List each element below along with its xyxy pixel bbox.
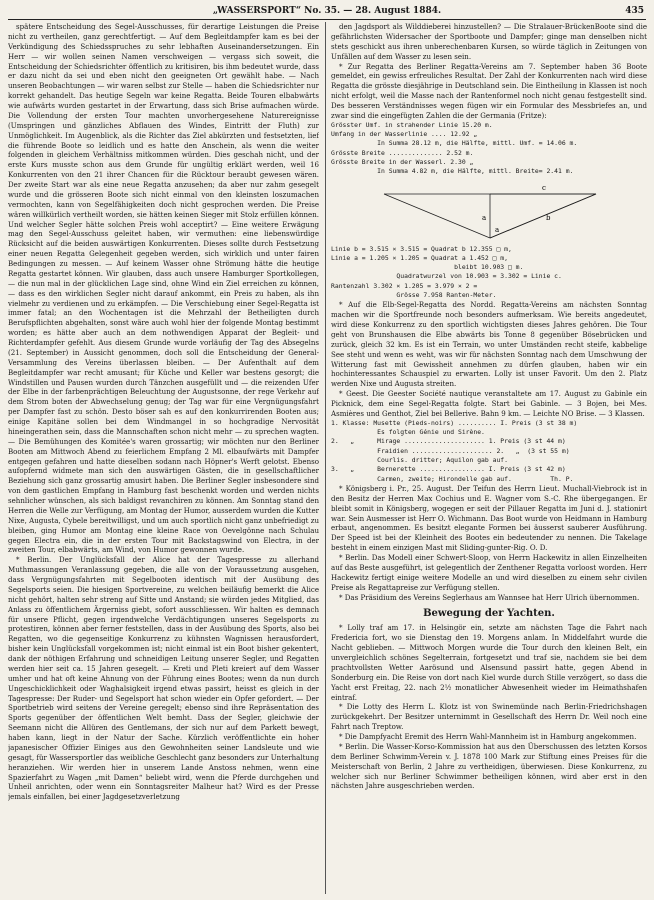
calc-line: Linie a = 1.205 × 1.205 = Quadrat a 1.452 □ m, [331, 253, 508, 262]
korso-paragraph: * Berlin. Die Wasser-Korso-Kommission hat aus den Überschussen des letzten Korsos dem Berliner Schwimm-Verein v. J. 1878 100 Mark zur Stiftung eines Preises für die Meisterschaft von Berlin, 2 Jahre zu vertheidigen, überwiesen. Diese Konkurrenz, zu welcher sich nur Berliner Schwimmer betheiligen können, wird aber erst in den nächsten Jahre ausgeschrieben werden. [331, 741, 647, 791]
column-divider [325, 22, 326, 894]
diagram-line [490, 194, 596, 238]
section-heading-yachts: Bewegung der Yachten. [423, 608, 555, 620]
class-result-line: Courlis. dritter; Aquilon gab auf. [331, 456, 508, 464]
geest-paragraph: * Geest. Die Geester Société nautique veranstaltete am 17. August zu Gabinle ein Picknick, dem eine Segel-Regatta folgte. Start bei Gabinle. — 3 Bojen, bei Mes. Asmières und Genthot, Ziel bei Bellerive. Bahn 9 km. — Leichte NO Brise. — 3 Klassen. [331, 389, 647, 418]
regatta-report-paragraph: spätere Entscheidung des Segel-Ausschusses, für derartige Leistungen die Preise nicht zu vertheilen, ganz gerechtfertigt. — Auf dem Begleitdampfer kam es bei der Verkündigung des Schiedsspruches zu sehr lebhaften Auseinandersetzungen. Ein Herr — wir wollen seinen Namen verschweigen — vergass sich soweit, die Entscheidung der Schiedsrichter öffentlich zu kritisiren, bis ihm bedeutet wurde, dass er dazu nicht da sei und eben nicht den geeigneten Ort gewählt habe. — Nach unseren Beobachtungen — wir waren selbst zur Stelle — haben die Schiedsrichter nur korrekt gehandelt. Das heutige Segeln war keine Regatta. Beide Touren elbabwärts wie aufwärts wurden gestartet in der Erwartung, dass sich Brise aufmachen würde. Die Vollendung der ersten Tour machten unvorhergesehene Naturereignisse (Umspringen und gänzliches Abflauen des Windes, Eintritt der Fluth) zur Unmöglichkeit. Im Augenblick, als die Richter das Ziel abkürzten und festsetzten, lief die führende Boote so leidlich und es hatte den Anschein, als wenn die weiter folgenden in gleichem Verhältniss mitkommen würden. Dies geschah nicht, und der erste Kurs musste schon aus dem Grunde für ungültig erklärt werden, weil 16 Konkurrenten von den 21 ihrer Chancen für die Rücktour beraubt gewesen wären. Der zweite Start war als eine neue Regatta anzusehen; da aber nur zahm gesegelt wurde und die grösseren Boote sich nicht einmal von den kleinsten loszumachen vermochten, kann von Segelfähigkeiten doch nicht gesprochen werden. Die Preise wären willkürlich vertheilt worden, sie hätten keinen Sieger mit Stolz erfüllen können. Und welcher Segler hätte solchen Preis wohl acceptirt? — Eine weitere Erwägung mag den Segel-Ausschuss geleitet haben, wir vermuthen: eine liebenswürdige Rücksicht auf die beiden auswärtigen Konkurrenten. Dieses sollte durch Festsetzung einer neuen Regatta Gelegenheit gegeben werden, sich wirklich und unter fairen Bedingungen zu messen. — Auf keinem Wasser ohne Strömung hätte die heutige Regatta gestartet können. Wir glauben, dass auch unsere Hamburger Sportkollegen, — die nun mal in der glücklichen Lage sind, ohne Wind ein Ziel erreichen zu können, — dass es den wirklichen Segler nicht darauf ankommt, ein Preis zu haben, als ihn vielmehr zu verdienen und zu erkämpfen. — Die Verschiebung einer Segel-Regatta ist immer fatal; an den Wochentagen ist die Mehrzahl der Betheiligten durch Berufspflichten abgehalten, sonst wäre auch wohl hier der folgende Montag bestimmt worden; es hätte aber auch an dem nothwendigen Apparat der Begleit- und Richterdampfer gefehlt. Aus diesem Grunde wurde vorläufig der Tag des Absegelns (21. September) in Aussicht genommen, doch soll die Entscheidung der General-Versammlung des Vereins überlassen bleiben. — Der Aufenthalt auf dem Begleitdampfer war recht amusant; für Küche und Keller war bestens gesorgt; die Windstillen und Pausen wurden durch Tänzchen ausgefüllt und — die reizenden Ufer der Elbe in der farbenprächtigen Beleuchtung der Augustsonne, der rege Verkehr auf dem Strom boten der Abwechselung genug; der Tag war für eine Vergnügungsfahrt per Dampfer fast zu schön. Desto böser sah es auf den konkurrirenden Booten aus; einige Kapitäne sollen bei dem Windmangel in so hochgradige Nervosität hineingerathen sein, dass die Mannschaften schon nicht mehr — zu sprechen wagten. — Die Bemühungen des Komitée's waren grossartig; wir möchten nur den Berliner Booten am Mittwoch Abend zu feierlichem Empfang 2 Ml. elbaufwärts mit Dampfer entgegen gefahren und hatte dieselben sodann nach Höpner's Werft gelotst. Ebenso aufopfernd widmete man sich den auswärtigen Gästen, die in gesellschaftlicher Beziehung sich ganz grossartig amusirt haben. Die Berliner Segler insbesondere sind von dem gastlichen Empfang in Hamburg fast beschenkt worden und werden nichts sehnlicher wünschen, als sich baldigst revanchiren zu können. Am Sonntag stand den Herren die Welle zur Verfügung, am Montag der Humor, ausserdem wurden die Kutter Nixe, Augusta, Cybele bereitwilligst, und um auch sportlich nicht ganz unbefriedigt zu bleiben, ging Humor am Montag eine kleine Race von Oevelgönne nach Schulau gegen Electra ein, die in der ersten Tour mit Backstagswind von Electra, in der zweiten Tour, elbabwärts, am Wind, von Humor gewonnen wurde. [8, 22, 319, 555]
berlin-model-paragraph: * Berlin. Das Modell einer Schwert-Sloop, von Herrn Hackewitz in allen Einzelheiten auf das Beste ausgeführt, ist gelegentlich der Zenthener Regatta vorloost worden. Herr Hackewitz fertigt einige weitere Modelle an und wird dieselben zu einem sehr civilen Preise als Regattapreise zur Verfügung stellen. [331, 553, 647, 592]
calculation-table [331, 245, 647, 301]
class-result-line: Es folgten Génie und Sirène. [331, 428, 485, 437]
measure-line: Grösste Breite .............. 2.52 m. [331, 148, 474, 157]
calc-line: bleibt 10.903 □ m. [331, 263, 524, 272]
diagram-label-a: a [495, 225, 500, 234]
dampfyacht-paragraph: * Die Dampfyacht Eremit des Herrn Wahl-Mannheim ist in Hamburg angekommen. [339, 732, 637, 742]
berlin-alice-paragraph: * Berlin. Der Unglücksfall der Alice hat der Tagespresse zu allerhand Muthmassungen Veranlassung gegeben, die alle von der Voraussetzung ausgehen, dass Vergnügungsfahrten mit Segelbooten identisch mit der Ausübung des Segelsports seien. Die hiesigen Sportvereine, zu welchen beiläufig bemerkt die Alice nicht gehört, halten sehr streng auf Sitte und Anstand; sie würden jedes Mitglied, das Anlass zu öffentlichem Ärgerniss giebt, sofort ausschliessen. Wir halten es demnach für unsere Pflicht, gegen irgendwelche Verdächtigungen unseres Segelsports zu protestiren, können aber ferner feststellen, dass in der Ausübung des Sports, also bei Regatten, wo die gegenseitige Konkurrenz zu kühnsten Wagnissen herausfordert, bisher kein Unglücksfall vorgekommen ist; nicht einmal ist ein Boot bisher gekentert, dank der nöthigen Erfahrung und schneidigen Leitung unserer Segler, und Regatten werden hier seit ca. 15 Jahren gesegelt. — Kreti und Pleti kreiert auf dem Wasser umher und hat oft keine Ahnung von der Führung eines Bootes; wenn da nun durch Ungeschicklichkeit oder Waghalsigkeit irgend etwas passirt, heisst es gleich in der Tagespresse: Der Ruder- und Segelsport hat schon wieder ein Opfer gefordert. — Der Sportbetrieb wird seitens der Vereine geregelt; ebenso sind ihre Repräsentation des Sports gegenüber der öffentlichen Welt bemht. Dass der Segler, gleichwie der Seemann nicht die Allüren des Gentlemans, der sich nur auf dem Parkett bewegt, haben kann, liegt in der Natur der Sache. Kürzlich veröffentlichte ein hoher japanesischer Offizier Einiges aus den Gewohnheiten seiner Landsleute und wie gesagt, für Wassersportler das weibliche Geschlecht ganz besonders zur Unterhaltung heranziehen. Wir werden hier in unserem Lande Anstoss nehmen, wenn eine Spazierfahrt zu Wagen „mit Damen“ beliebt wird, wenn die Pferde durchgehen und Unheil anrichten, oder wenn ein Sonntagsreiter Malheur hat? Wird es der Presse jemals einfallen, bei einer Jagdgesetzverletzung [8, 555, 319, 802]
lotty-paragraph: * Die Lotty des Herrn L. Klotz ist von Swinemünde nach Berlin-Friedrichshagen zurückgekehrt. Der Besitzer unternimmt in Gesellschaft des Herrn Dr. Weil noch eine Fahrt nach Treptow. [331, 702, 647, 732]
calc-line: Grösse 7.958 Ranten-Meter. [331, 291, 497, 300]
measurement-diagram [364, 180, 614, 242]
praesidium-paragraph: * Das Präsidium des Vereins Seglerhaus am Wannsee hat Herr Ulrich übernommen. [339, 592, 640, 602]
diagram-line [384, 194, 490, 238]
measure-line: In Summa 4.82 m, die Hälfte, mittl. Breite= 2.41 m. [331, 167, 574, 176]
regatta-berlin-paragraph: * Zur Regatta des Berliner Regatta-Vereins am 7. September haben 36 Boote gemeldet, ein gewiss erfreuliches Resultat. Der Zahl der Konkurrenten nach wird diese Regatta die grösste diesjährige in Deutschland sein. Die Eintheilung in Klassen ist noch nicht erfolgt, weil die Masse nach der Rantenformel noch nicht genau festgestellt sind. Des besseren Verständnisses wegen fügen wir ein Formular des Messbriefes an, und zwar sind die eingefügten Zahlen die der Germania (Fritze): [331, 61, 647, 120]
page-header [8, 4, 646, 18]
class-result-line: Carmen, zweite; Hirondelle gab auf. Th. P. [331, 474, 574, 483]
class-results [331, 419, 647, 484]
right-column [331, 22, 647, 894]
measure-line: Grösster Umf. in strahender Linie 15.20 m. [331, 120, 493, 129]
measure-table [331, 121, 647, 177]
jagdsport-paragraph: den Jagdsport als Wilddieberei hinzustellen? — Die Stralauer-BrückenBoote sind die gefährlichsten Widersacher der Sportboote und Dampfer; ginge man denselben nicht stets geschickt aus ihren unberechenbaren Kursen, so würde täglich in Zeitungen von Unfällen auf dem Wasser zu lesen sein. [331, 22, 647, 61]
calc-line: Linie b = 3.515 × 3.515 = Quadrat b 12.355 □ m, [331, 244, 512, 253]
class-result-line: 3. „ Bernerette ................. I. Preis (3 st 42 m) [331, 465, 566, 474]
class-result-line: 2. „ Mirage ..................... 1. Preis (3 st 44 m) [331, 437, 566, 446]
diagram-label-c: c [542, 183, 546, 192]
elb-regatta-paragraph: * Auf die Elb-Segel-Regatta des Nordd. Regatta-Vereins am nächsten Sonntag machen wir die Sportfreunde noch besonders aufmerksam. Wie bereits angedeutet, wird diese Konkurrenz zu den sportlich wichtigsten dieses Jahres gehören. Die Tour geht von Brunshausen die Elbe abwärts bis Tonne 8 gegenüber Bösebrücken und zurück, gleich 32 km. Es ist ein Terrain, wo unter Umständen recht steife, kabbelige See steht und wenn es weht, was wir für nächsten Sonntag nach dem Umschwung der Witterung fast mit Gewissheit annehmen zu dürfen glauben, haben wir ein hochinteressantes Schauspiel zu erwarten. Lolly ist unser Favorit. Um den 2. Platz werden Nixe und Augusta streiten. [331, 300, 647, 389]
page-number: 435 [625, 6, 644, 16]
calc-line: Quadratwurzel von 10.903 = 3.302 = Linie c. [331, 272, 562, 281]
newspaper-title: „WASSERSPORT“ No. 35. — 28. August 1884. [212, 6, 442, 16]
left-column [8, 22, 319, 894]
class-result-line: Fraidien ..................... 2. „ (3 st 55 m) [331, 446, 570, 455]
class-result-line: 1. Klasse: Musette (Pieds-noirs) .......... I. Preis (3 st 38 m) [331, 418, 578, 427]
measure-line: Grösste Breite in der Wasserl. 2.30 „ [331, 157, 474, 166]
header-rule [8, 19, 646, 20]
diagram-label-b: b [546, 213, 551, 222]
lolly-paragraph: * Lolly traf am 17. in Helsingör ein, setzte am nächsten Tage die Fahrt nach Fredericia fort, wo sie Dienstag den 19. Morgens anlam. In Middelfahrt wurde die Nacht geblieben. — Mittwoch Morgen wurde die Tour durch den kleinen Belt, ein unvergleichlich schönes Segelterrain, fortgesetzt und traf sie, nachdem sie bei dem prachtvollsten Wetter Aarösund und Alsensund passirt hatte, gegen Abend in Sonderburg ein. Die Reise von dort nach Kiel wurde durch Stille verzögert, so dass die Yacht erst Freitag, 22. nach 2½ monatlicher Abwesenheit wieder im Heimathshafen eintraf. [331, 623, 647, 702]
measure-line: Umfang in der Wasserlinie .... 12.92 „ [331, 130, 478, 139]
diagram-label-a: a [482, 213, 487, 222]
koenigsberg-paragraph: * Königsberg i. Pr., 25. August. Der Teifun des Herrn Lieut. Muchall-Viebrock ist in den Besitz der Herren Max Cochius und E. Wagner vom S.-C. Rhe übergegangen. Er bleibt somit in Königsberg, wogegen er seit der Pillauer Regatta im Juni d. J. stationirt war. Sein Ausmesser ist Herr O. Wichmann. Das Boot wurde von Heidmann in Hamburg erbaut, angenommen. Es besitzt elegante Formen bei äusserst sauberer Ausführung. Der Speed ist bei der Kleinheit des Bootes ein bedeutender zu nennen. Die Takelage besteht in einem einzigen Mast mit Sliding-gunter-Rig. O. D. [331, 483, 647, 553]
calc-line: Rantenzahl 3.302 × 1.205 = 3.979 × 2 = [331, 281, 478, 290]
measure-line: In Summa 28.12 m, die Hälfte, mittl. Umf. = 14.06 m. [331, 139, 578, 148]
